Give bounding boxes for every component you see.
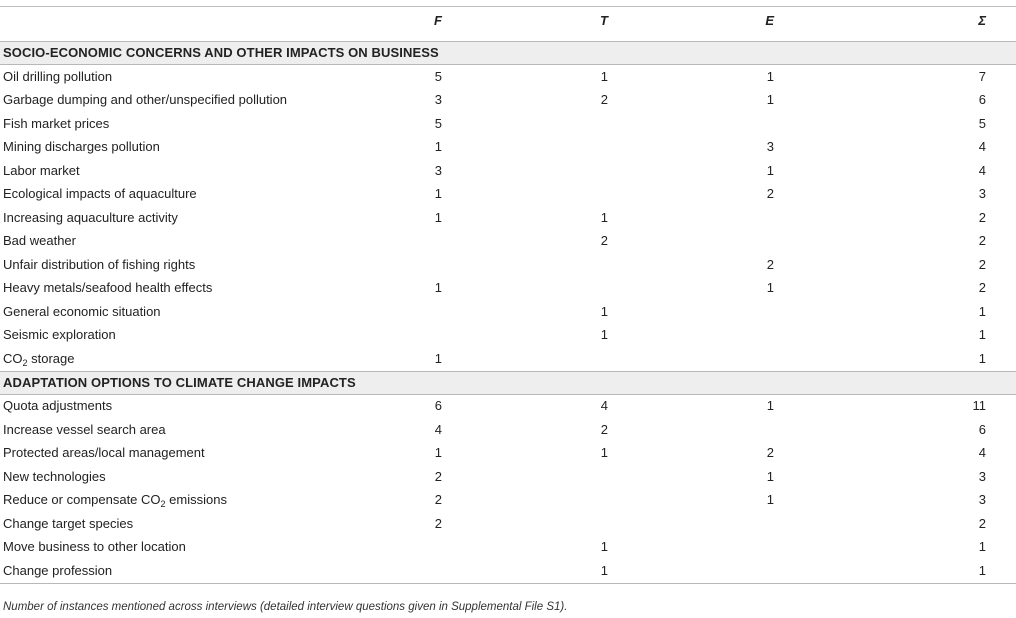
- row-label: Fish market prices: [3, 115, 110, 131]
- cell-F: 1: [434, 350, 442, 366]
- cell-E: 1: [766, 162, 774, 178]
- cell-sum: 2: [978, 209, 986, 225]
- cell-E: [636, 559, 802, 583]
- section-header-row: [0, 42, 1016, 65]
- header-F: F: [380, 7, 470, 42]
- cell-T: 1: [600, 68, 608, 84]
- table-row: [0, 206, 1016, 230]
- cell-F: [380, 253, 470, 277]
- cell-F: 2: [434, 492, 442, 508]
- cell-T: 4: [600, 398, 608, 414]
- cell-F: 3: [434, 162, 442, 178]
- row-label: Garbage dumping and other/unspecified pollution: [3, 92, 288, 108]
- cell-T: 1: [600, 209, 608, 225]
- row-label: Increase vessel search area: [3, 421, 166, 437]
- row-label-subscript: 2: [160, 499, 166, 510]
- cell-T: [470, 489, 636, 513]
- cell-T: 2: [600, 421, 608, 437]
- row-label: [0, 347, 380, 371]
- cell-F: 5: [434, 68, 442, 84]
- cell-T: 1: [600, 539, 608, 555]
- header-sum: Σ: [802, 7, 1016, 42]
- row-label-text: CO: [3, 350, 23, 366]
- row-label: Oil drilling pollution: [3, 68, 113, 84]
- cell-sum: 1: [978, 303, 986, 319]
- cell-T: [470, 512, 636, 536]
- table-row: [0, 65, 1016, 89]
- cell-sum: 1: [978, 350, 986, 366]
- row-label: Protected areas/local management: [3, 445, 205, 461]
- cell-F: [380, 230, 470, 254]
- table-row: [0, 183, 1016, 207]
- section-title: SOCIO-ECONOMIC CONCERNS AND OTHER IMPACTS ON BUSINESS: [0, 42, 1016, 65]
- row-label: Heavy metals/seafood health effects: [3, 280, 213, 296]
- row-label-subscript: 2: [22, 357, 28, 368]
- cell-sum: 6: [978, 92, 986, 108]
- header-label-column: [0, 7, 380, 42]
- cell-sum: 3: [978, 186, 986, 202]
- table-row: [0, 559, 1016, 583]
- cell-E: [636, 418, 802, 442]
- row-label: Mining discharges pollution: [3, 139, 160, 155]
- cell-sum: 2: [978, 280, 986, 296]
- table-row: [0, 300, 1016, 324]
- cell-F: 1: [434, 445, 442, 461]
- table-row: [0, 442, 1016, 466]
- row-label: Bad weather: [3, 233, 76, 249]
- section-header-row: [0, 371, 1016, 394]
- cell-F: 1: [434, 209, 442, 225]
- cell-sum: 3: [978, 468, 986, 484]
- cell-E: 2: [766, 256, 774, 272]
- cell-E: 1: [766, 280, 774, 296]
- interview-concerns-table: [0, 6, 1016, 584]
- cell-sum: 3: [978, 492, 986, 508]
- table-row: [0, 112, 1016, 136]
- cell-sum: 1: [978, 539, 986, 555]
- cell-F: 1: [434, 280, 442, 296]
- cell-F: 6: [434, 398, 442, 414]
- table-body: [0, 42, 1016, 584]
- cell-F: 2: [434, 515, 442, 531]
- row-label: Unfair distribution of fishing rights: [3, 256, 196, 272]
- table-row: [0, 347, 1016, 371]
- row-label: Move business to other location: [3, 539, 186, 555]
- row-label: New technologies: [3, 468, 106, 484]
- cell-E: [636, 112, 802, 136]
- table-row: [0, 89, 1016, 113]
- cell-T: 1: [600, 445, 608, 461]
- table-row: [0, 159, 1016, 183]
- cell-F: 1: [434, 139, 442, 155]
- row-label-text: emissions: [165, 492, 227, 508]
- table-row: [0, 230, 1016, 254]
- table-row: [0, 536, 1016, 560]
- cell-E: [636, 300, 802, 324]
- cell-T: [470, 253, 636, 277]
- cell-T: 2: [600, 233, 608, 249]
- cell-E: [636, 230, 802, 254]
- cell-sum: 11: [972, 398, 986, 414]
- cell-T: [470, 347, 636, 371]
- cell-T: [470, 112, 636, 136]
- cell-sum: 4: [978, 139, 986, 155]
- table-header: [0, 7, 1016, 42]
- table-row: [0, 512, 1016, 536]
- cell-sum: 5: [978, 115, 986, 131]
- cell-sum: 2: [978, 515, 986, 531]
- section-title: ADAPTATION OPTIONS TO CLIMATE CHANGE IMPACTS: [0, 371, 1016, 394]
- cell-F: [380, 559, 470, 583]
- cell-T: [470, 183, 636, 207]
- row-label-text: storage: [27, 350, 75, 366]
- cell-E: [636, 512, 802, 536]
- table-row: [0, 136, 1016, 160]
- cell-T: 1: [470, 559, 636, 583]
- table-footnote: Number of instances mentioned across interviews (detailed interview questions given in Supplemental File S1).: [3, 601, 568, 613]
- row-label: Labor market: [3, 162, 80, 178]
- cell-T: [470, 465, 636, 489]
- row-label: Ecological impacts of aquaculture: [3, 186, 197, 202]
- table-row: [0, 418, 1016, 442]
- header-T: T: [470, 7, 636, 42]
- cell-E: 1: [766, 68, 774, 84]
- cell-F: 4: [434, 421, 442, 437]
- row-label: General economic situation: [3, 303, 161, 319]
- cell-sum: 2: [978, 256, 986, 272]
- row-label: Increasing aquaculture activity: [3, 209, 178, 225]
- table-row: [0, 324, 1016, 348]
- table-row: [0, 277, 1016, 301]
- cell-E: 1: [766, 92, 774, 108]
- cell-sum: 4: [978, 162, 986, 178]
- cell-E: [636, 347, 802, 371]
- cell-E: [636, 324, 802, 348]
- cell-T: [470, 159, 636, 183]
- cell-T: 1: [600, 327, 608, 343]
- row-label: Change profession: [0, 559, 380, 583]
- row-label: Change target species: [3, 515, 134, 531]
- cell-F: [380, 324, 470, 348]
- cell-T: [470, 136, 636, 160]
- cell-E: 1: [766, 398, 774, 414]
- cell-F: 5: [434, 115, 442, 131]
- cell-sum: 2: [978, 233, 986, 249]
- cell-T: 1: [600, 303, 608, 319]
- cell-F: 2: [434, 468, 442, 484]
- cell-E: 2: [766, 186, 774, 202]
- row-label: [0, 489, 380, 513]
- cell-E: 3: [766, 139, 774, 155]
- cell-sum: 6: [978, 421, 986, 437]
- table-row: [0, 253, 1016, 277]
- cell-T: [470, 277, 636, 301]
- cell-sum: 4: [978, 445, 986, 461]
- cell-E: [636, 206, 802, 230]
- cell-F: [380, 300, 470, 324]
- cell-E: [636, 536, 802, 560]
- header-E: E: [636, 7, 802, 42]
- cell-E: 1: [766, 468, 774, 484]
- cell-sum: 1: [978, 327, 986, 343]
- cell-F: 3: [434, 92, 442, 108]
- cell-T: 2: [600, 92, 608, 108]
- cell-F: [380, 536, 470, 560]
- table-row: [0, 489, 1016, 513]
- cell-E: 1: [766, 492, 774, 508]
- row-label-text: Reduce or compensate CO: [3, 492, 161, 508]
- row-label: Seismic exploration: [3, 327, 116, 343]
- table-row: [0, 465, 1016, 489]
- cell-sum: 1: [802, 559, 1016, 583]
- cell-F: 1: [434, 186, 442, 202]
- cell-E: 2: [766, 445, 774, 461]
- row-label: Quota adjustments: [3, 398, 113, 414]
- table-row: [0, 394, 1016, 418]
- cell-sum: 7: [978, 68, 986, 84]
